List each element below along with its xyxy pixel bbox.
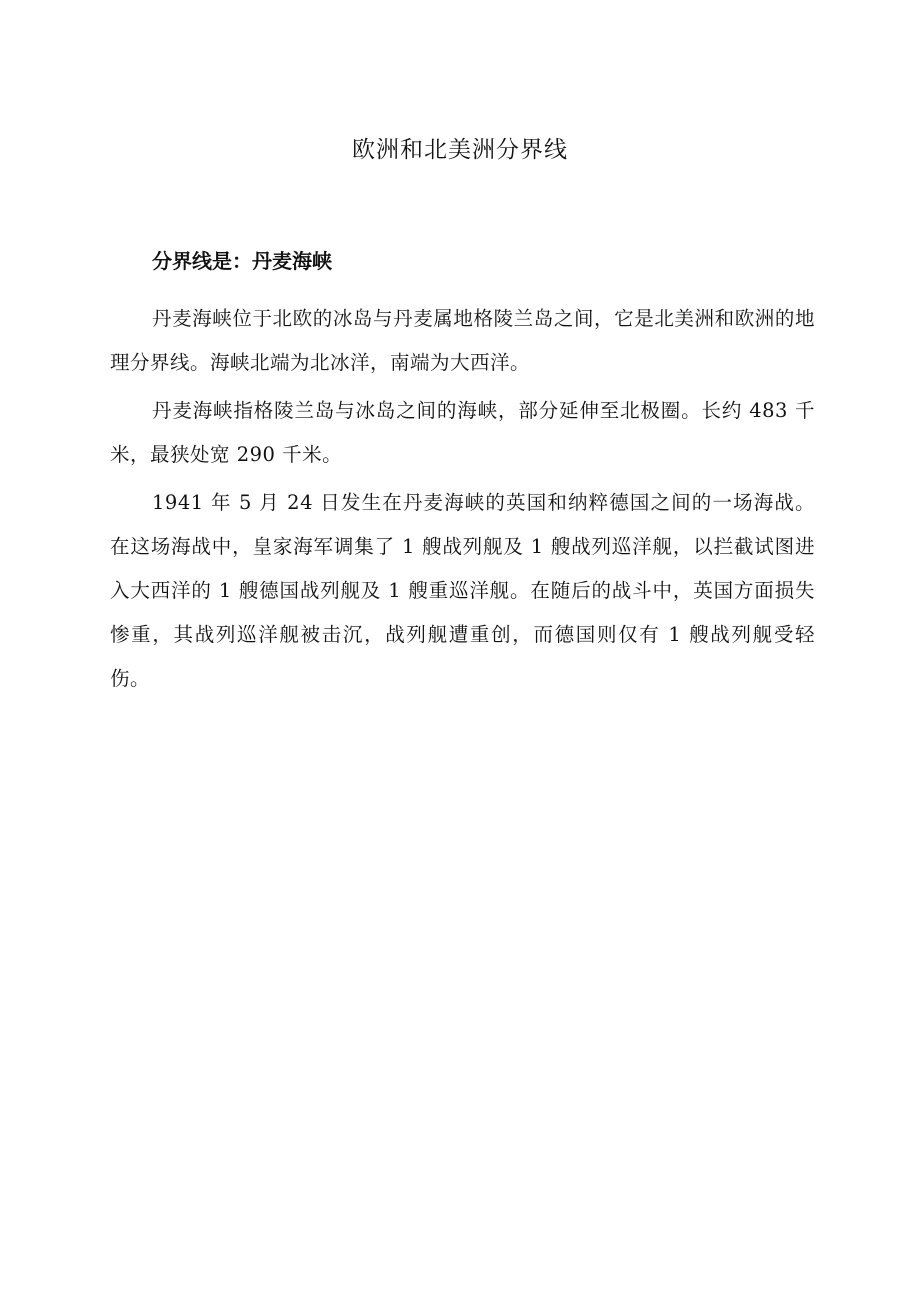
section-subheading: 分界线是：丹麦海峡 bbox=[152, 249, 332, 273]
page-title: 欧洲和北美洲分界线 bbox=[352, 137, 568, 163]
paragraph-battle: 1941 年 5 月 24 日发生在丹麦海峡的英国和纳粹德国之间的一场海战。在这场海战中，皇家海军调集了 1 艘战列舰及 1 艘战列巡洋舰，以拦截试图进入大西洋的 1 艘德国战列舰及 1 艘重巡洋舰。在随后的战斗中，英国方面损失惨重，其战列巡洋舰被击沉，战列舰遭重创，而德国则仅有 1 艘战列舰受轻伤。 bbox=[110, 491, 815, 690]
paragraph-dimensions: 丹麦海峡指格陵兰岛与冰岛之间的海峡，部分延伸至北极圈。长约 483 千米，最狭处宽 290 千米。 bbox=[110, 399, 815, 466]
paragraph-location: 丹麦海峡位于北欧的冰岛与丹麦属地格陵兰岛之间，它是北美洲和欧洲的地理分界线。海峡北端为北冰洋，南端为大西洋。 bbox=[110, 307, 815, 374]
document-body bbox=[110, 245, 815, 705]
